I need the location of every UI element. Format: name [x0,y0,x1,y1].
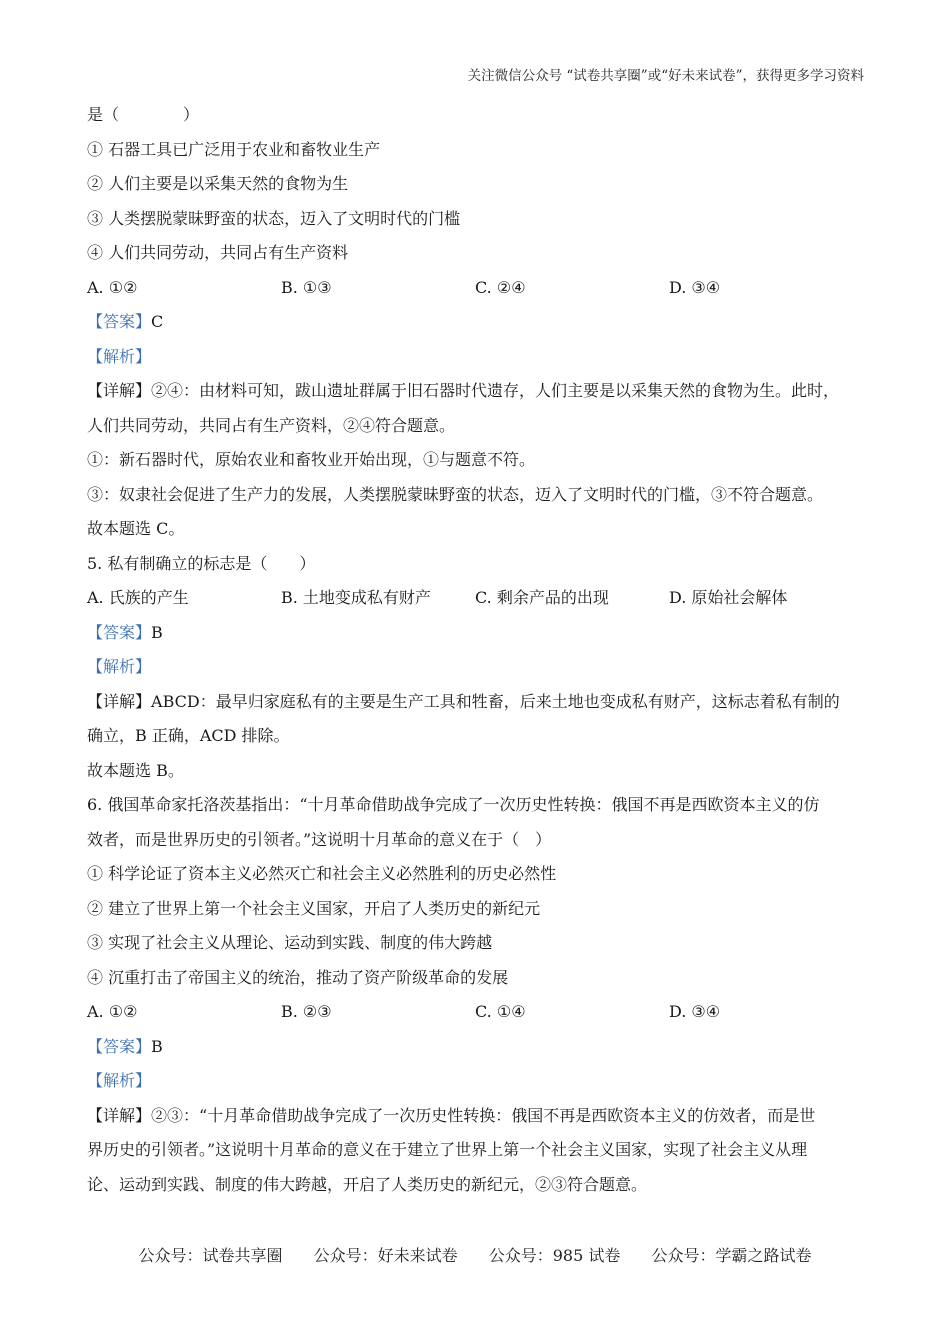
q6-option-c: C. ①④ [475,1002,526,1021]
q6-detail-text-1: ②③：“十月革命借助战争完成了一次历史性转换：俄国不再是西欧资本主义的仿效者，而是世 [151,1105,816,1125]
q6-answer [87,1030,867,1065]
q4-option-b: B. ①③ [281,277,332,297]
page-content [87,98,867,1202]
q5-answer [87,616,867,651]
q4-detail-4: ③：奴隶社会促进了生产力的发展，人类摆脱蒙昧野蛮的状态，迈入了文明时代的门槛，③不符合题意。 [87,484,824,504]
q5-analysis [87,650,867,685]
q6-detail-3: 论、运动到实践、制度的伟大跨越，开启了人类历史的新纪元，②③符合题意。 [87,1174,648,1194]
q6-statement-2: ② 建立了世界上第一个社会主义国家，开启了人类历史的新纪元 [87,898,541,918]
q6-statement-1: ① 科学论证了资本主义必然灭亡和社会主义必然胜利的历史必然性 [87,864,557,883]
q4-option-a: A. ①② [87,277,138,297]
analysis-tag: 【解析】 [87,1071,152,1090]
q6-answer-value: B [151,1036,163,1056]
q4-statement-3: ③ 人类摆脱蒙昧野蛮的状态，迈入了文明时代的门槛 [87,208,461,228]
q4-analysis [87,340,867,375]
q5-detail-3: 故本题选 B。 [87,760,184,780]
q4-option-d: D. ③④ [669,277,721,297]
answer-tag: 【答案】 [87,312,152,331]
analysis-tag: 【解析】 [87,346,152,366]
detail-tag: 【详解】 [87,381,152,400]
q4-detail-2: 人们共同劳动，共同占有生产资料，②④符合题意。 [87,415,456,435]
footer-item-4: 公众号：学霸之路试卷 [651,1246,812,1265]
q5-option-c: C. 剩余产品的出现 [475,588,609,607]
q4-statement-1: ① 石器工具已广泛用于农业和畜牧业生产 [87,139,381,159]
q6-option-d: D. ③④ [669,1002,721,1021]
q6-statement-4: ④ 沉重打击了帝国主义的统治，推动了资产阶级革命的发展 [87,967,509,987]
q5-stem: 5. 私有制确立的标志是（ ） [87,553,316,573]
q5-detail-1 [87,685,867,720]
q6-detail-1 [87,1099,867,1134]
q5-answer-value: B [151,622,163,642]
q4-stem-tail: 是（ ） [87,105,200,124]
q4-answer-value: C [151,312,164,331]
q6-stem-2: 效者，而是世界历史的引领者。”这说明十月革命的意义在于（ ） [87,829,552,849]
q5-option-a: A. 氏族的产生 [87,588,189,607]
q4-answer [87,305,867,340]
footer-item-2: 公众号：好未来试卷 [313,1246,458,1265]
q4-detail-text-1: ②④：由材料可知，跋山遗址群属于旧石器时代遗存，人们主要是以采集天然的食物为生。此时， [151,381,840,400]
q4-detail-3: ①：新石器时代，原始农业和畜牧业开始出现，①与题意不符。 [87,450,536,469]
q4-option-c: C. ②④ [475,277,526,297]
q6-option-a: A. ①② [87,1002,138,1021]
detail-tag: 【详解】 [87,1105,152,1125]
q4-statement-2: ② 人们主要是以采集天然的食物为生 [87,174,349,193]
q5-detail-2: 确立，B 正确，ACD 排除。 [87,726,290,745]
q5-option-b: B. 土地变成私有财产 [281,588,431,607]
header-note: 关注微信公众号 “试卷共享圈”或“好未来试卷”，获得更多学习资料 [467,68,864,84]
q5-option-d: D. 原始社会解体 [669,588,788,607]
q5-detail-text-1: ABCD：最早归家庭私有的主要是生产工具和牲畜，后来土地也变成私有财产，这标志着私有制的 [151,691,840,711]
q6-detail-2: 界历史的引领者。”这说明十月革命的意义在于建立了世界上第一个社会主义国家，实现了社会主义从理 [87,1140,808,1159]
detail-tag: 【详解】 [87,691,152,711]
answer-tag: 【答案】 [87,622,152,642]
page-footer [0,1243,950,1266]
q4-statement-4: ④ 人们共同劳动，共同占有生产资料 [87,243,349,262]
analysis-tag: 【解析】 [87,657,152,676]
q4-detail-5: 故本题选 C。 [87,519,185,538]
q6-stem-1: 6. 俄国革命家托洛茨基指出：“十月革命借助战争完成了一次历史性转换：俄国不再是西欧资本主义的仿 [87,795,820,814]
q6-analysis [87,1064,867,1099]
footer-item-1: 公众号：试卷共享圈 [138,1246,283,1265]
q5-options [87,581,867,616]
q4-detail-1 [87,374,867,409]
q6-statement-3: ③ 实现了社会主义从理论、运动到实践、制度的伟大跨越 [87,933,493,952]
answer-tag: 【答案】 [87,1036,152,1056]
footer-item-3: 公众号：985 试卷 [488,1246,621,1265]
q6-options [87,995,867,1030]
q6-option-b: B. ②③ [281,1002,332,1021]
q4-options [87,271,867,306]
